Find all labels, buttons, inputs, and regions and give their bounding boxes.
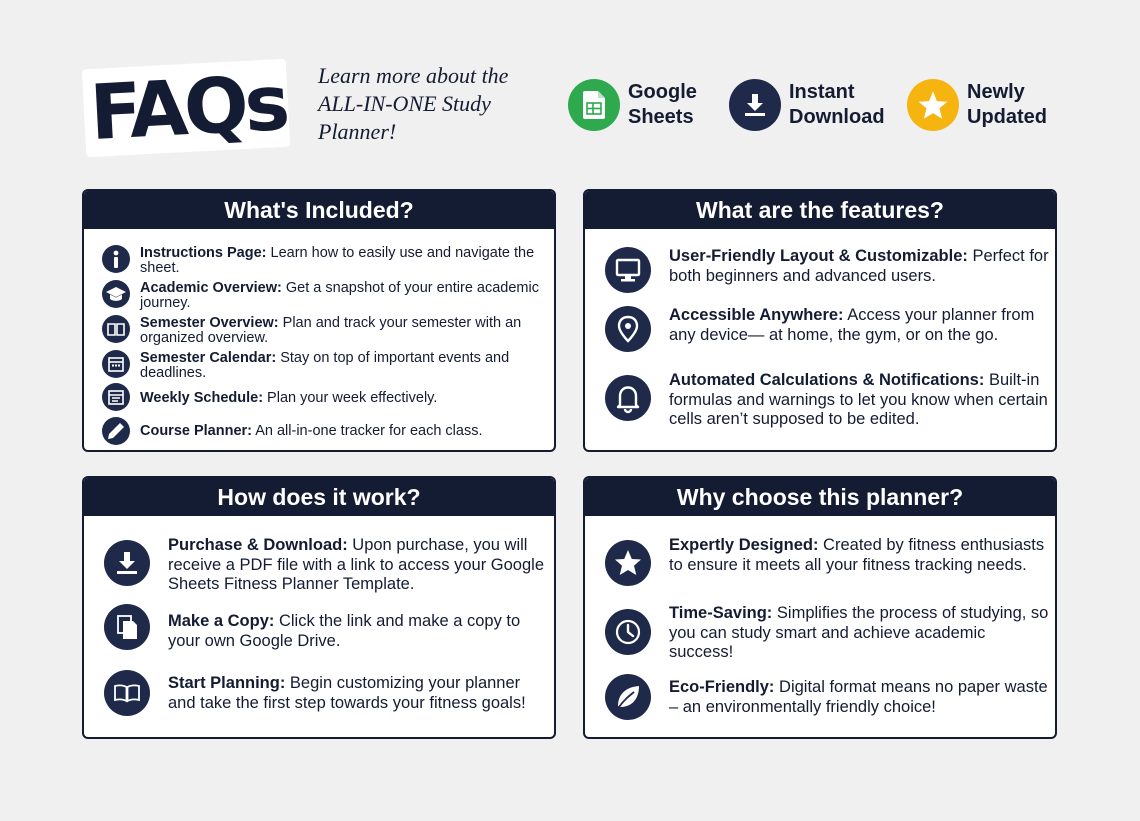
badge-instant-download [729, 78, 885, 132]
bell-icon [605, 375, 651, 421]
google-sheets-icon [568, 79, 620, 131]
list-item [605, 674, 1049, 720]
card-title: How does it work? [84, 478, 554, 516]
logo-text: FAQs [87, 57, 289, 158]
list-item [102, 417, 540, 445]
item-heading: User-Friendly Layout & Customizable: [669, 247, 968, 265]
item-heading: Expertly Designed: [669, 536, 819, 554]
list-item [605, 604, 1049, 663]
card-title: Why choose this planner? [585, 478, 1055, 516]
badge-google-sheets [568, 78, 697, 132]
item-body: Built-in formulas and warnings to let you know when certain cells aren’t supposed to be edited. [669, 371, 1048, 428]
item-heading: Course Planner: [140, 423, 252, 439]
list-item [102, 280, 540, 311]
item-body: Created by fitness enthusiasts to ensure it meets all your fitness tracking needs. [669, 536, 1045, 574]
monitor-icon [605, 247, 651, 293]
copy-documents-icon [104, 604, 150, 650]
list-item [102, 383, 540, 411]
info-icon [102, 245, 130, 273]
item-heading: Academic Overview: [140, 280, 282, 296]
item-body: Stay on top of important events and deadlines. [140, 350, 510, 381]
list-item [102, 315, 540, 346]
item-body: Simplifies the process of studying, so you can study smart and achieve academic success! [669, 604, 1049, 661]
item-heading: Time-Saving: [669, 604, 773, 622]
item-body: Get a snapshot of your entire academic journey. [140, 280, 539, 311]
item-body: Access your planner from any device— at home, the gym, or on the go. [669, 306, 1035, 344]
item-body: Plan and track your semester with an organized overview. [140, 315, 522, 346]
list-item [104, 670, 548, 716]
item-body: An all-in-one tracker for each class. [252, 423, 483, 439]
item-heading: Make a Copy: [168, 612, 275, 630]
download-icon [104, 540, 150, 586]
clock-icon [605, 609, 651, 655]
card-whats-included [82, 189, 556, 452]
star-icon [605, 540, 651, 586]
item-body: Digital format means no paper waste – an environmentally friendly choice! [669, 678, 1048, 716]
badge-label: Newly Updated [967, 81, 1047, 128]
pencil-icon [102, 417, 130, 445]
item-heading: Accessible Anywhere: [669, 306, 844, 324]
badge-label: Instant Download [789, 81, 885, 128]
list-item [605, 371, 1049, 430]
item-body: Upon purchase, you will receive a PDF file with a link to access your Google Sheets Fitness Planner Template. [168, 536, 544, 593]
item-body: Click the link and make a copy to your own Google Drive. [168, 612, 521, 650]
list-item [102, 350, 540, 381]
book-icon [102, 315, 130, 343]
weekly-calendar-icon [102, 383, 130, 411]
item-heading: Semester Calendar: [140, 350, 277, 366]
badge-label: Google Sheets [628, 81, 697, 128]
item-heading: Instructions Page: [140, 245, 267, 261]
item-body: Perfect for both beginners and advanced users. [669, 247, 1049, 285]
download-icon [729, 79, 781, 131]
location-pin-icon [605, 306, 651, 352]
item-heading: Weekly Schedule: [140, 390, 264, 406]
item-heading: Automated Calculations & Notifications: [669, 371, 985, 389]
list-item [104, 604, 548, 651]
item-heading: Eco-Friendly: [669, 678, 775, 696]
card-how-it-works [82, 476, 556, 739]
item-heading: Semester Overview: [140, 315, 279, 331]
graduation-cap-icon [102, 280, 130, 308]
open-book-icon [104, 670, 150, 716]
list-item [605, 306, 1049, 352]
item-body: Begin customizing your planner and take the first step towards your fitness goals! [168, 674, 526, 712]
list-item [605, 247, 1049, 293]
list-item [605, 536, 1049, 586]
leaf-icon [605, 674, 651, 720]
list-item [104, 536, 548, 595]
card-why-choose [583, 476, 1057, 739]
list-item [102, 245, 540, 276]
card-title: What's Included? [84, 191, 554, 229]
card-features [583, 189, 1057, 452]
item-heading: Purchase & Download: [168, 536, 348, 554]
card-title: What are the features? [585, 191, 1055, 229]
badge-newly-updated [907, 78, 1047, 132]
item-body: Learn how to easily use and navigate the sheet. [140, 245, 535, 276]
tagline: Learn more about the ALL-IN-ONE Study Planner! [318, 63, 509, 144]
item-body: Plan your week effectively. [263, 390, 438, 406]
faqs-logo [84, 57, 296, 158]
star-icon [907, 79, 959, 131]
item-heading: Start Planning: [168, 674, 286, 692]
calendar-icon [102, 350, 130, 378]
